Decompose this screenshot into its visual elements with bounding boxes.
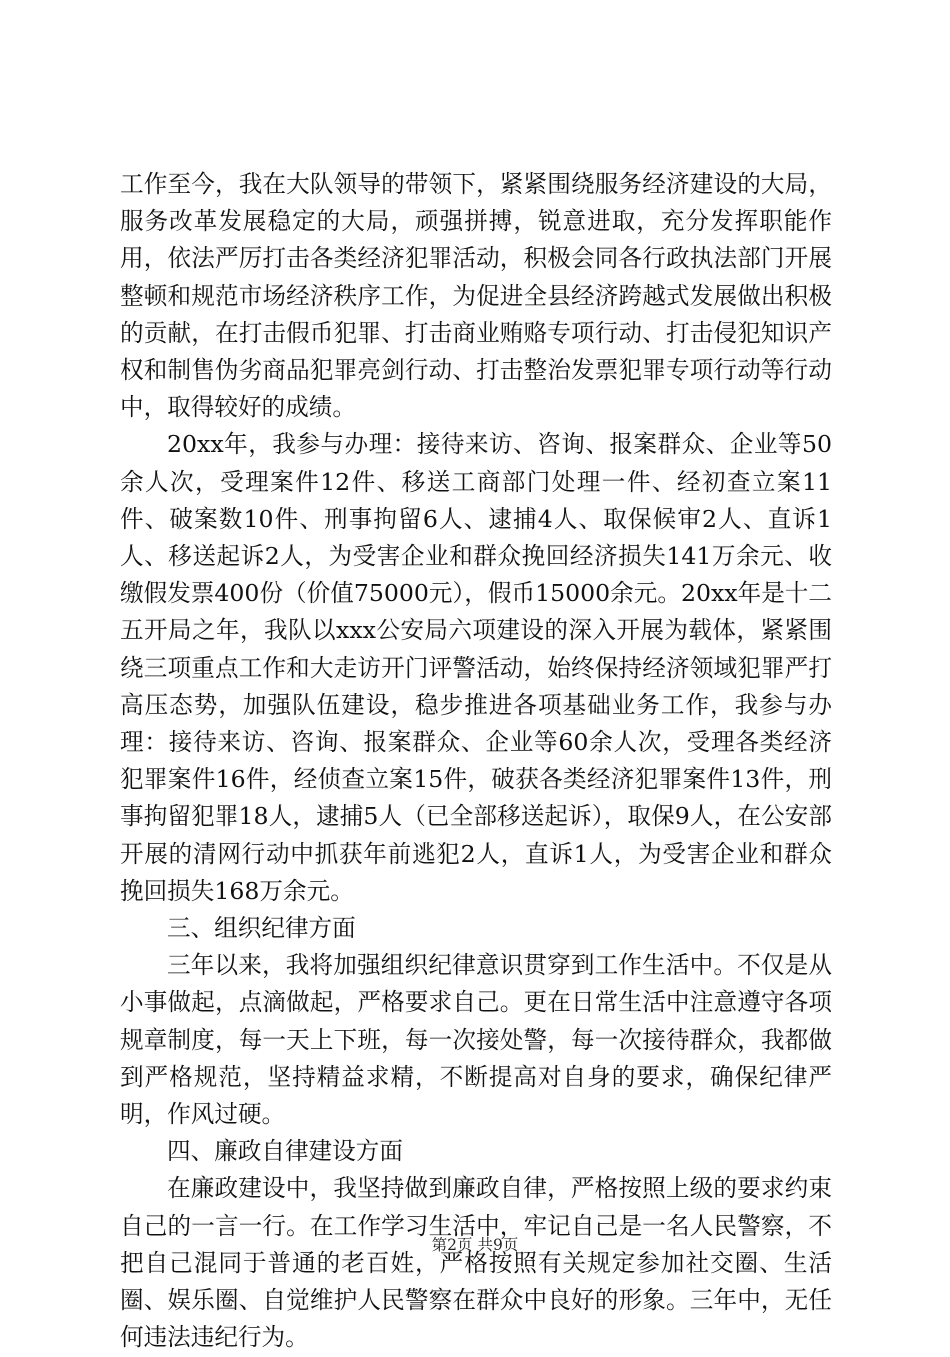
- paragraph-intro: 工作至今，我在大队领导的带领下，紧紧围绕服务经济建设的大局，服务改革发展稳定的大局，顽强拼搏，锐意进取，充分发挥职能作用，依法严厉打击各类经济犯罪活动，积极会同各行政执法部门开展整顿和规范市场经济秩序工作，为促进全县经济跨越式发展做出积极的贡献，在打击假币犯罪、打击商业贿赂专项行动、打击侵犯知识产权和制售伪劣商品犯罪亮剑行动、打击整治发票犯罪专项行动等行动中，取得较好的成绩。: [120, 170, 832, 422]
- paragraph-discipline: 三年以来，我将加强组织纪律意识贯穿到工作生活中。不仅是从小事做起，点滴做起，严格要求自己。更在日常生活中注意遵守各项规章制度，每一天上下班，每一次接处警，每一次接待群众，我都做到严格规范，坚持精益求精，不断提高对自身的要求，确保纪律严明，作风过硬。: [120, 951, 832, 1129]
- document-body: [120, 166, 832, 1357]
- section-heading-integrity: 四、廉政自律建设方面: [167, 1137, 403, 1166]
- paragraph-case-statistics: 20xx年，我参与办理：接待来访、咨询、报案群众、企业等50余人次，受理案件12件、移送工商部门处理一件、经初查立案11件、破案数10件、刑事拘留6人、逮捕4人、取保候审2人、直诉1人、移送起诉2人，为受害企业和群众挽回经济损失141万余元、收缴假发票400份（价值75000元），假币15000余元。20xx年是十二五开局之年，我队以xxx公安局六项建设的深入开展为载体，紧紧围绕三项重点工作和大走访开门评警活动，始终保持经济领域犯罪严打高压态势，加强队伍建设，稳步推进各项基础业务工作，我参与办理：接待来访、咨询、报案群众、企业等60余人次，受理各类经济犯罪案件16件，经侦查立案15件，破获各类经济犯罪案件13件，刑事拘留犯罪18人，逮捕5人（已全部移送起诉），取保9人，在公安部开展的清网行动中抓获年前逃犯2人，直诉1人，为受害企业和群众挽回损失168万余元。: [120, 430, 832, 905]
- section-heading-discipline: 三、组织纪律方面: [167, 914, 356, 943]
- paragraph-integrity: 在廉政建设中，我坚持做到廉政自律，严格按照上级的要求约束自己的一言一行。在工作学习生活中，牢记自己是一名人民警察，不把自己混同于普通的老百姓，严格按照有关规定参加社交圈、生活圈、娱乐圈、自觉维护人民警察在群众中良好的形象。三年中，无任何违法违纪行为。: [120, 1174, 832, 1352]
- page-number-footer: 第2页 共9页: [431, 1236, 519, 1254]
